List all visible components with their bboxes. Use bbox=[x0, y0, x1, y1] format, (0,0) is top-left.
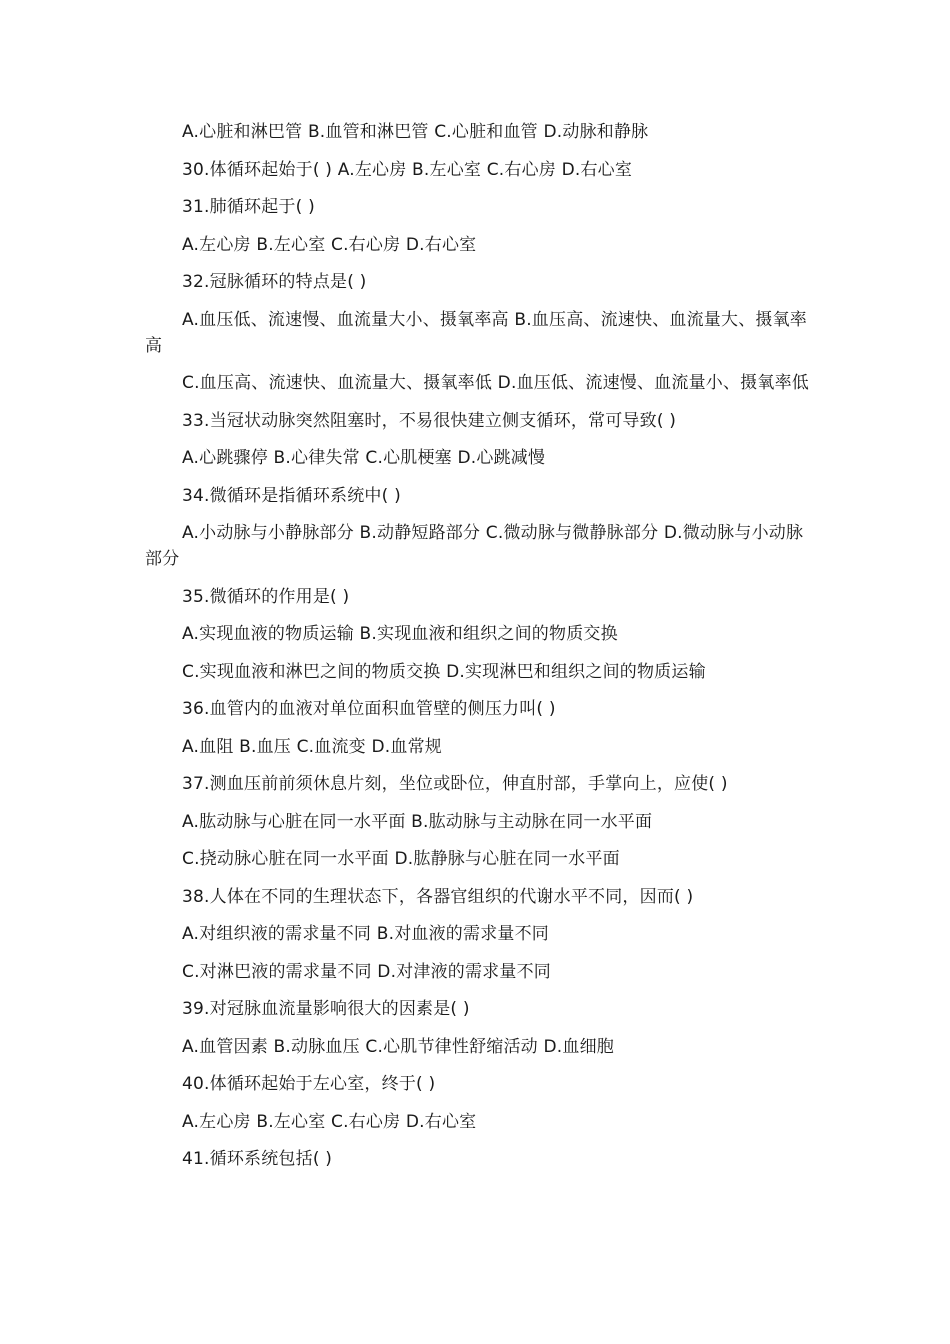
question-39: 39.对冠脉血流量影响很大的因素是( ) bbox=[182, 999, 470, 1019]
document-body bbox=[145, 119, 810, 1184]
answer-options-36: A.血阻 B.血压 C.血流变 D.血常规 bbox=[182, 736, 442, 757]
answer-options-29: A.心脏和淋巴管 B.血管和淋巴管 C.心脏和血管 D.动脉和静脉 bbox=[182, 122, 649, 142]
question-38: 38.人体在不同的生理状态下，各器官组织的代谢水平不同，因而( ) bbox=[182, 886, 694, 907]
answer-options-31: A.左心房 B.左心室 C.右心房 D.右心室 bbox=[182, 234, 477, 255]
question-40: 40.体循环起始于左心室，终于( ) bbox=[182, 1074, 436, 1094]
question-37: 37.测血压前前须休息片刻，坐位或卧位，伸直肘部，手掌向上，应使( ) bbox=[182, 774, 728, 794]
answer-options-38-ab: A.对组织液的需求量不同 B.对血液的需求量不同 bbox=[182, 924, 550, 944]
answer-options-35-ab: A.实现血液的物质运输 B.实现血液和组织之间的物质交换 bbox=[182, 624, 618, 644]
answer-options-39: A.血管因素 B.动脉血压 C.心肌节律性舒缩活动 D.血细胞 bbox=[182, 1036, 614, 1057]
question-30: 30.体循环起始于( ) A.左心房 B.左心室 C.右心房 D.右心室 bbox=[182, 159, 633, 180]
question-35: 35.微循环的作用是( ) bbox=[182, 586, 350, 607]
answer-options-37-cd: C.挠动脉心脏在同一水平面 D.肱静脉与心脏在同一水平面 bbox=[182, 849, 620, 869]
answer-options-35-cd: C.实现血液和淋巴之间的物质交换 D.实现淋巴和组织之间的物质运输 bbox=[182, 661, 706, 682]
answer-options-40: A.左心房 B.左心室 C.右心房 D.右心室 bbox=[182, 1111, 477, 1132]
question-31: 31.肺循环起于( ) bbox=[182, 197, 315, 217]
question-36: 36.血管内的血液对单位面积血管壁的侧压力叫( ) bbox=[182, 699, 556, 719]
question-33: 33.当冠状动脉突然阻塞时，不易很快建立侧支循环，常可导致( ) bbox=[182, 410, 677, 431]
question-32: 32.冠脉循环的特点是( ) bbox=[182, 272, 367, 292]
answer-options-33: A.心跳骤停 B.心律失常 C.心肌梗塞 D.心跳减慢 bbox=[182, 448, 546, 468]
question-41: 41.循环系统包括( ) bbox=[182, 1149, 333, 1169]
answer-options-34: A.小动脉与小静脉部分 B.动静短路部分 C.微动脉与微静脉部分 D.微动脉与小动脉部分 bbox=[145, 523, 804, 569]
answer-options-38-cd: C.对淋巴液的需求量不同 D.对津液的需求量不同 bbox=[182, 961, 551, 982]
answer-options-32-cd: C.血压高、流速快、血流量大、摄氧率低 D.血压低、流速慢、血流量小、摄氧率低 bbox=[182, 373, 809, 393]
question-34: 34.微循环是指循环系统中( ) bbox=[182, 485, 401, 506]
answer-options-37-ab: A.肱动脉与心脏在同一水平面 B.肱动脉与主动脉在同一水平面 bbox=[182, 811, 653, 832]
answer-options-32-ab: A.血压低、流速慢、血流量大小、摄氧率高 B.血压高、流速快、血流量大、摄氧率高 bbox=[145, 309, 808, 356]
